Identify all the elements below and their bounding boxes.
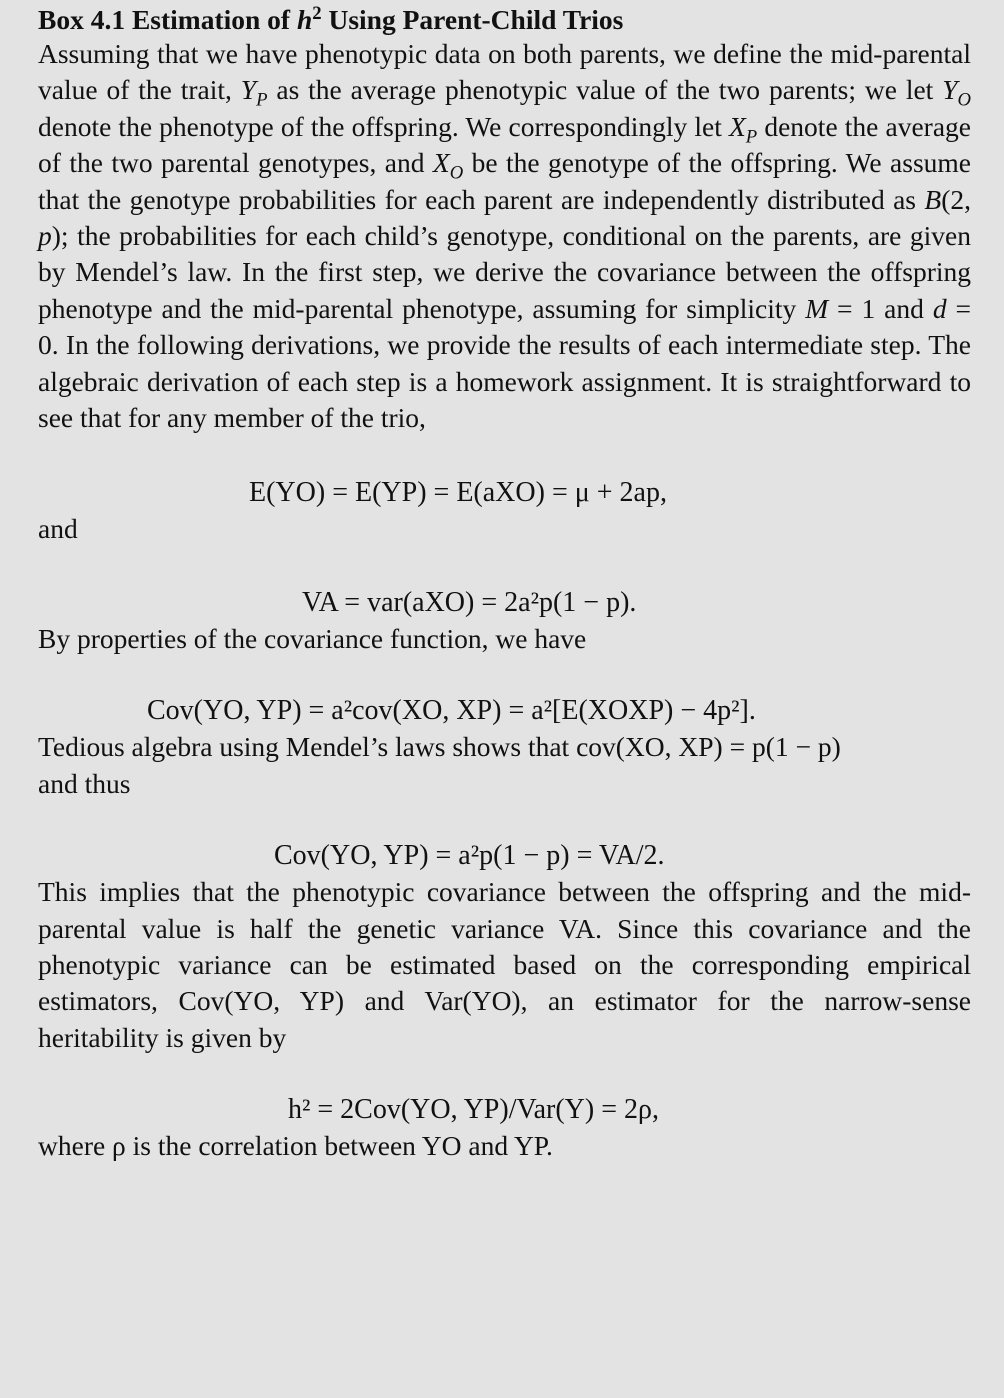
sub-p: P bbox=[256, 89, 268, 111]
equation-text: E(YO) = E(YP) = E(aXO) = μ + 2ap, bbox=[249, 477, 667, 509]
text-and: and bbox=[38, 513, 78, 545]
box-title-suffix: Using Parent-Child Trios bbox=[321, 4, 624, 35]
text-run: = 1 and bbox=[828, 292, 933, 324]
equation-text: Cov(YO, YP) = a²p(1 − p) = VA/2. bbox=[274, 840, 665, 872]
paragraph-intro bbox=[38, 36, 971, 436]
var-d: d bbox=[932, 292, 947, 324]
paragraph-where-rho: where ρ is the correlation between YO and YP. bbox=[38, 1130, 553, 1162]
text-run: = 0 bbox=[38, 292, 972, 361]
var-p: p bbox=[38, 220, 52, 252]
sub-o: O bbox=[449, 162, 464, 184]
equation-text: h² = 2Cov(YO, YP)/Var(Y) = 2ρ, bbox=[288, 1094, 659, 1126]
var-xp: X bbox=[728, 110, 746, 142]
sub-o: O bbox=[957, 89, 971, 111]
var-yp: Y bbox=[240, 74, 257, 106]
text-run: . In the following derivations, we provide the results of each intermediate step. The algebraic derivation of each step is a homework assignment. It is straightforward to see that for any member of the trio, bbox=[38, 329, 971, 434]
binomial-b: B bbox=[924, 183, 942, 215]
paragraph-implication: This implies that the phenotypic covariance between the offspring and the mid-parental value is half the genetic variance VA. Since this covariance and the phenotypic variance can be estimated based on the corresponding empirical estimators, Cov(YO, YP) and Var(YO), an estimator for the narrow-sense heritability is given by bbox=[38, 876, 971, 1053]
equation-covariance bbox=[147, 693, 971, 729]
sub-p: P bbox=[745, 126, 758, 148]
text-run: be the genotype of the offspring. We assume that the genotype probabilities for each parent are independently distributed as bbox=[38, 147, 971, 215]
text-run: as the average phenotypic value of the two parents; we let bbox=[267, 74, 943, 106]
box-title-prefix: Box 4.1 Estimation of bbox=[38, 4, 297, 35]
text-run: (2, bbox=[941, 183, 971, 215]
equation-text: VA = var(aXO) = 2a²p(1 − p). bbox=[302, 586, 637, 618]
text-run: and thus bbox=[38, 767, 131, 799]
text-run: ; the probabilities for each child’s genotype, conditional on the parents, are given by Mendel’s law. In the first step, we derive the covariance between the offspring phenotype and the mid-parental phenotype, assuming for simplicity bbox=[38, 220, 971, 324]
text-run: denote the average of the two parental genotypes, and bbox=[38, 110, 971, 179]
text-run: Assuming that we have phenotypic data on both parents, we define the mid-parental value of the trait, bbox=[38, 38, 971, 106]
var-yo: Y bbox=[942, 74, 958, 106]
var-xo: X bbox=[432, 147, 450, 179]
box-title bbox=[38, 0, 971, 36]
equation-additive-variance bbox=[302, 585, 971, 621]
var-m: M bbox=[805, 292, 829, 324]
text-run: Tedious algebra using Mendel’s laws shows that cov(XO, XP) = p(1 − p) bbox=[38, 731, 841, 763]
equation-covariance-result bbox=[274, 838, 971, 874]
equation-expectation bbox=[249, 475, 971, 511]
box-title-var: h bbox=[296, 4, 313, 35]
paragraph-tedious-algebra bbox=[38, 729, 971, 802]
paragraph-covariance-intro: By properties of the covariance function, we have bbox=[38, 622, 587, 654]
box-title-sup: 2 bbox=[312, 2, 322, 24]
equation-text: Cov(YO, YP) = a²cov(XO, XP) = a²[E(XOXP) − 4p²]. bbox=[147, 695, 756, 727]
text-run: denote the phenotype of the offspring. We correspondingly let bbox=[38, 110, 729, 142]
text-run: ) bbox=[51, 220, 61, 252]
equation-heritability bbox=[288, 1092, 971, 1128]
